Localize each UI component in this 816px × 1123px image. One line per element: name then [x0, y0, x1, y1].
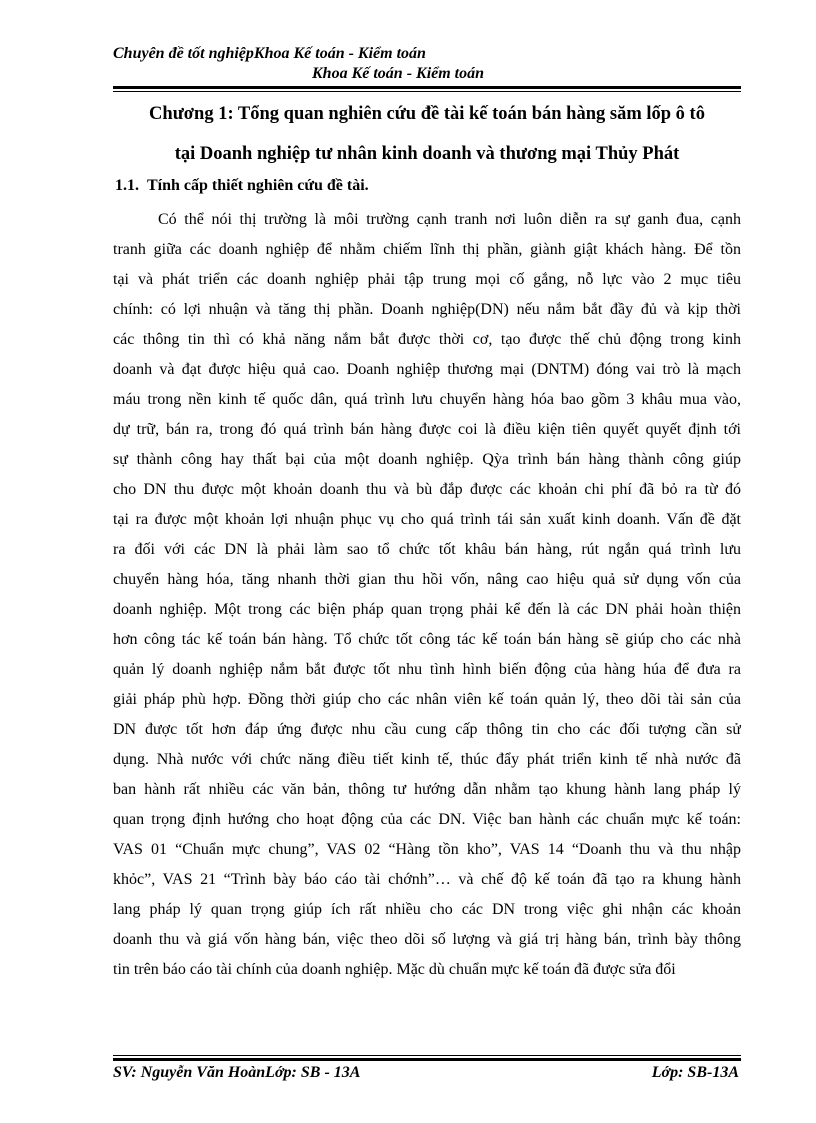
body-line: máu trong nền kinh tế quốc dân, quá trình lưu chuyển hàng hóa bao gồm 3 khâu mua vào,: [113, 391, 741, 408]
body-line: quan trọng định hướng cho hoạt động của các DN. Việc ban hành các chuẩn mực kế toán:: [113, 811, 741, 828]
running-header-line2: Khoa Kế toán - Kiểm toán: [312, 65, 485, 82]
body-line: tại ra được một khoản lợi nhuận phục vụ cho quá trình tái sản xuất kinh doanh. Vấn đề đặt: [113, 511, 741, 528]
body-line: tin trên báo cáo tài chính của doanh nghiệp. Mặc dù chuẩn mực kế toán đã được sửa đổi: [113, 961, 676, 978]
body-line: doanh và đạt được hiệu quả cao. Doanh nghiệp thương mại (DNTM) đóng vai trò là mạch: [113, 361, 741, 378]
body-line: chuyển hàng hóa, tăng nhanh thời gian thu hồi vốn, nâng cao hiệu quả sử dụng vốn của: [113, 571, 741, 588]
header-divider: [113, 86, 741, 92]
body-line: ban hành rất nhiều các văn bản, thông tư hướng dẫn nhằm tạo khung hành lang pháp lý: [113, 781, 741, 798]
chapter-title-line2: tại Doanh nghiệp tư nhân kinh doanh và thương mại Thủy Phát: [174, 144, 680, 164]
chapter-title-line1: Chương 1: Tổng quan nghiên cứu đề tài kế toán bán hàng săm lốp ô tô: [149, 104, 705, 124]
chapter-title: [113, 94, 741, 174]
body-paragraph: [113, 205, 741, 985]
body-line: giải pháp phù hợp. Đồng thời giúp cho các nhân viên kế toán quản lý, theo dõi tài sản của: [113, 691, 741, 708]
body-line: doanh thu và giá vốn hàng bán, việc theo dõi số lượng và giá trị hàng bán, trình bày thông: [113, 931, 741, 948]
body-line: tranh giữa các doanh nghiệp để nhằm chiếm lĩnh thị phần, giành giật khách hàng. Để tồn: [113, 241, 741, 258]
running-header-line1: Chuyên đề tốt nghiệpKhoa Kế toán - Kiểm toán: [113, 45, 426, 62]
body-line: VAS 01 “Chuẩn mực chung”, VAS 02 “Hàng tồn kho”, VAS 14 “Doanh thu và thu nhập: [113, 841, 741, 858]
body-line: DN được tốt hơn đáp ứng được nhu cầu cung cấp thông tin cho các đối tượng cần sử: [113, 721, 741, 738]
body-line: chính: có lợi nhuận và tăng thị phần. Doanh nghiệp(DN) nếu nắm bắt đầy đủ và kịp thời: [113, 301, 741, 318]
footer-student-info: SV: Nguyễn Văn HoànLớp: SB - 13A: [113, 1064, 361, 1081]
body-line: hơn công tác kế toán bán hàng. Tổ chức tốt công tác kế toán bán hàng sẽ giúp cho các nhà: [113, 631, 741, 648]
body-line: dụng. Nhà nước với chức năng điều tiết kinh tế, thúc đẩy phát triển kinh tế nhà nước đã: [113, 751, 741, 768]
section-heading: [115, 176, 369, 196]
section-number: 1.1.: [115, 177, 139, 194]
section-title: Tính cấp thiết nghiên cứu đề tài.: [147, 177, 369, 194]
body-line: quản lý doanh nghiệp nắm bắt được tốt nhu tình hình biến động của hàng húa để đưa ra: [113, 661, 741, 678]
body-line: lang pháp lý quan trọng giúp ích rất nhiều cho các DN trong việc ghi nhận các khoản: [113, 901, 741, 918]
body-line: sự thành công hay thất bại của một doanh nghiệp. Qỳa trình bán hàng thành công giúp: [113, 451, 741, 468]
body-line: doanh nghiệp. Một trong các biện pháp quan trọng phải kể đến là các DN phải hoàn thiện: [113, 601, 741, 618]
footer-divider: [113, 1055, 741, 1061]
body-line: khỏc”, VAS 21 “Trình bày báo cáo tài chớnh”… và chế độ kế toán đã tạo ra khung hành: [113, 871, 741, 888]
body-line: tại và phát triển các doanh nghiệp phải tập trung mọi cố gắng, nỗ lực vào 2 mục tiêu: [113, 271, 741, 288]
body-line: ra đối với các DN là phải làm sao tổ chức tốt khâu bán hàng, rút ngắn quá trình lưu: [113, 541, 741, 558]
footer-class-info: Lớp: SB-13A: [651, 1064, 739, 1081]
body-line: dự trữ, bán ra, trong đó quá trình bán hàng được coi là điều kiện tiên quyết quyết định tới: [113, 421, 741, 438]
body-line: các thông tin thì có khả năng nắm bắt được thời cơ, tạo được thế chủ động trong kinh: [113, 331, 741, 348]
body-line: cho DN thu được một khoản doanh thu và bù đắp được các khoản chi phí đã bỏ ra từ đó: [113, 481, 741, 498]
body-line: Có thể nói thị trường là môi trường cạnh tranh nơi luôn diễn ra sự ganh đua, cạnh: [158, 211, 741, 228]
